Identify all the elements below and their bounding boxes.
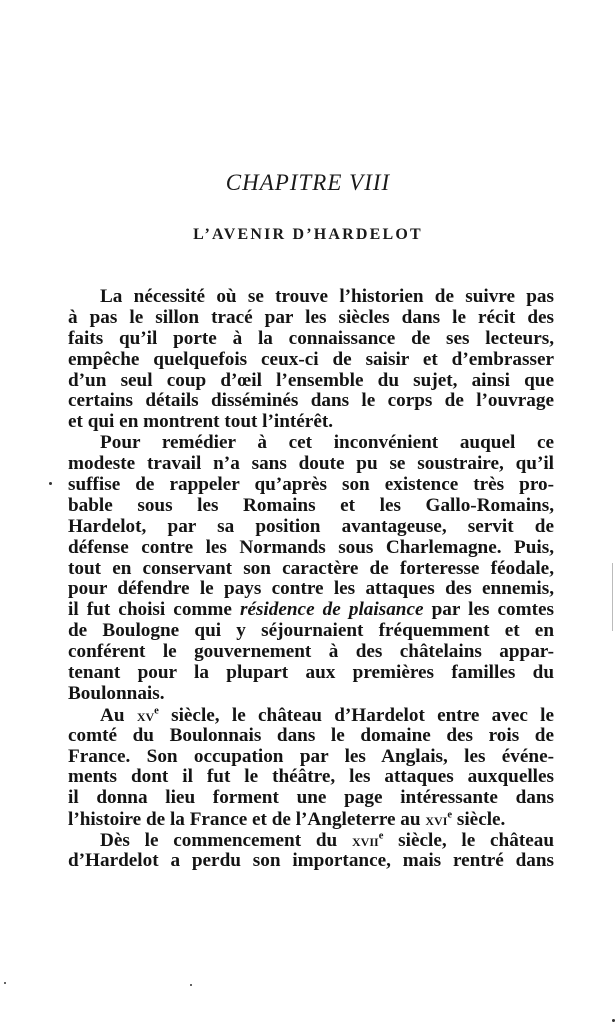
text-line: Boulonnais. <box>68 682 165 704</box>
text-line: tenant pour la plupart aux premières familles du <box>68 662 554 684</box>
text-line-with-century <box>68 830 554 851</box>
italic-phrase: résidence de plaisance <box>239 599 424 621</box>
text-line: bable sous les Romains et les Gallo-Romains, <box>68 494 554 516</box>
text-line: certains détails disséminés dans le corps de l’ouvrage <box>68 390 554 412</box>
text-line: il donna lieu forment une page intéressante dans <box>68 787 554 809</box>
text-line: tout en conservant son caractère de forteresse féodale, <box>68 557 554 579</box>
chapter-title: CHAPITRE VIII <box>225 170 391 195</box>
text-line: de Boulogne qui y séjournaient fréquemment et en <box>68 620 554 642</box>
text-line: faits qu’il porte à la connaissance de ses lecteurs, <box>68 327 554 349</box>
text-line: conférent le gouvernement à des châtelains appar- <box>68 641 554 663</box>
text-line: modeste travail n’a sans doute pu se soustraire, qu’il <box>68 453 554 475</box>
text-segment: l’histoire de la France et de l’Angleterre au <box>68 809 426 831</box>
century-numeral: xvi <box>425 809 448 830</box>
text-line: Hardelot, par sa position avantageuse, servit de <box>68 515 554 537</box>
text-line: France. Son occupation par les Anglais, les événe- <box>68 745 554 767</box>
text-segment: siècle, le château d’Hardelot entre avec le <box>158 704 555 726</box>
century-numeral: xvii <box>352 830 379 851</box>
century-numeral: xv <box>136 704 155 725</box>
text-line: d’un seul coup d’œil l’ensemble du sujet, ainsi que <box>68 369 554 391</box>
text-segment: par les comtes <box>423 599 554 621</box>
century-superscript: e <box>378 830 384 842</box>
text-line: pour défendre le pays contre les attaques des ennemis, <box>68 578 554 600</box>
text-line-with-century <box>68 705 554 726</box>
text-line: empêche quelquefois ceux-ci de saisir et d’embrasser <box>68 348 554 370</box>
text-line: suffise de rappeler qu’après son existence très pro- <box>68 474 554 496</box>
margin-rule <box>612 563 613 631</box>
text-line: et qui en montrent tout l’intérêt. <box>68 411 334 433</box>
text-segment: siècle. <box>452 809 506 831</box>
text-segment: Au <box>100 704 137 726</box>
scan-speck <box>49 482 52 485</box>
text-line: comté du Boulonnais dans le domaine des rois de <box>68 724 554 746</box>
scan-speck <box>190 984 192 986</box>
text-segment: Dès le commencement du <box>100 830 353 852</box>
text-line: défense contre les Normands sous Charlemagne. Puis, <box>68 536 554 558</box>
text-line: ments dont il fut le théâtre, les attaques auxquelles <box>68 766 554 788</box>
text-segment: il fut choisi comme <box>68 599 240 621</box>
scan-speck <box>612 1019 615 1022</box>
text-line: Pour remédier à cet inconvénient auquel ce <box>100 432 554 454</box>
century-superscript: e <box>154 705 159 717</box>
text-line: d’Hardelot a perdu son importance, mais rentré dans <box>68 850 554 872</box>
text-line: La nécessité où se trouve l’historien de suivre pas <box>100 286 554 307</box>
text-line-with-century <box>68 809 554 830</box>
body-text <box>68 287 554 872</box>
text-line-with-italic <box>68 600 554 621</box>
scan-speck <box>4 982 6 984</box>
century-superscript: e <box>447 809 453 821</box>
text-segment: siècle, le château <box>383 830 554 852</box>
text-line: à pas le sillon tracé par les siècles dans le récit des <box>68 306 554 328</box>
chapter-subtitle: L’AVENIR D’HARDELOT <box>193 226 423 243</box>
